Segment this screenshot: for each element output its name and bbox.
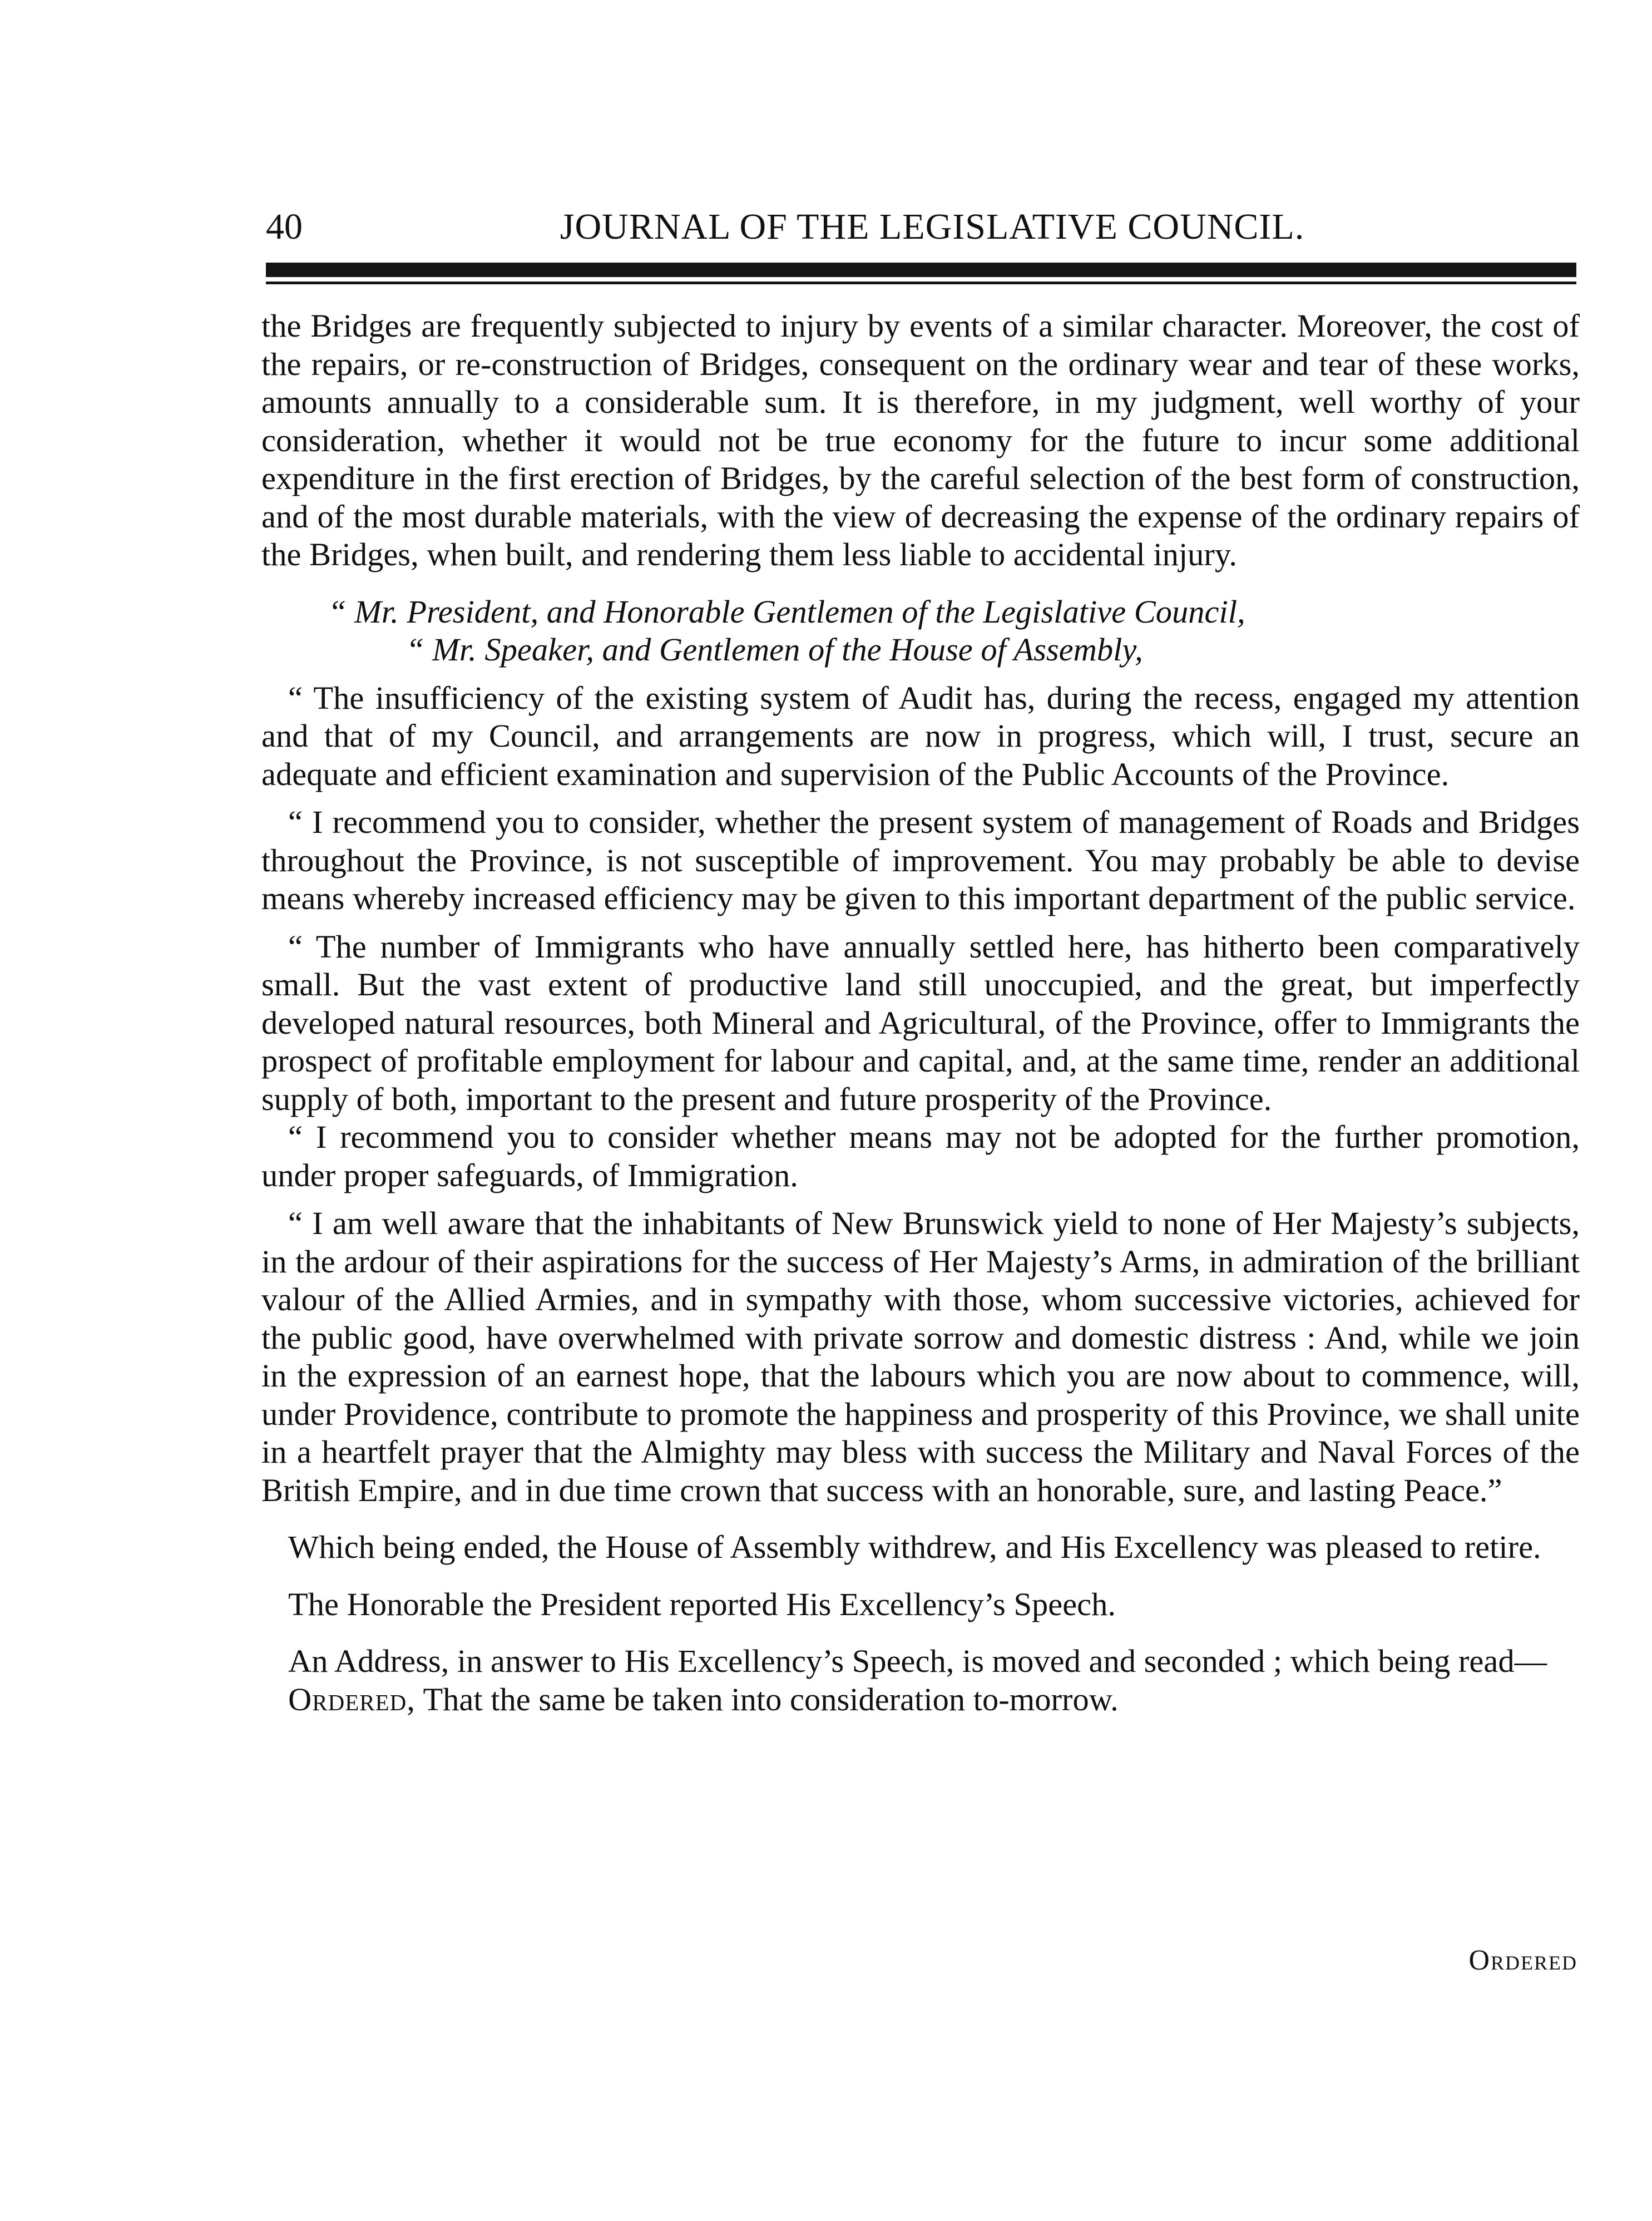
- ordered-label: Ordered,: [288, 1681, 416, 1717]
- salutation-legislative-council: “ Mr. President, and Honorable Gentlemen of the Legislative Council,: [328, 593, 1245, 630]
- paragraph-audit: “ The insufficiency of the existing system of Audit has, during the recess, engaged my attention and that of my Council, and arrangements are now in progress, which will, I trust, secure an adequate and efficient examination and supervision of the Public Accounts of the Province.: [261, 679, 1580, 792]
- paragraph-roads-bridges: “ I recommend you to consider, whether the present system of management of Roads and Bridges throughout the Province, is not susceptible of improvement. You may probably be able to devise means whereby increased efficiency may be given to this important department of the public service.: [261, 804, 1580, 916]
- page-body: [261, 307, 1580, 1719]
- paragraph-withdrew: Which being ended, the House of Assembly withdrew, and His Excellency was pleased to retire.: [288, 1529, 1541, 1565]
- paragraph-bridges: the Bridges are frequently subjected to injury by events of a similar character. Moreover, the cost of the repairs, or re-construction of Bridges, consequent on the ordinary wear and tear of these works, amounts annually to a considerable sum. It is therefore, in my judgment, well worthy of your consideration, whether it would not be true economy for the future to incur some additional expenditure in the first erection of Bridges, by the careful selection of the best form of construction, and of the most durable materials, with the view of decreasing the expense of the ordinary repairs of the Bridges, when built, and rendering them less liable to accidental injury.: [261, 308, 1580, 572]
- paragraph-ordered: [261, 1681, 1580, 1719]
- page-header: [266, 200, 1576, 254]
- paragraph-immigration: “ I recommend you to consider whether means may not be adopted for the further promotion, under proper safeguards, of Immigration.: [261, 1119, 1580, 1193]
- page-number: 40: [266, 206, 303, 247]
- ordered-text: That the same be taken into consideration to-morrow.: [423, 1681, 1119, 1717]
- header-rule-fine: [266, 282, 1576, 284]
- paragraph-war: “ I am well aware that the inhabitants of New Brunswick yield to none of Her Majesty’s subjects, in the ardour of their aspirations for the success of Her Majesty’s Arms, in admiration of the brilliant valour of the Allied Armies, and in sympathy with those, whom successive victories, achieved for the public good, have overwhelmed with private sorrow and domestic distress : And, while we join in the expression of an earnest hope, that the labours which you are now about to commence, will, under Providence, contribute to promote the happiness and prosperity of this Province, we shall unite in a heartfelt prayer that the Almighty may bless with success the Military and Naval Forces of the British Empire, and in due time crown that success with an honorable, sure, and lasting Peace.”: [261, 1205, 1580, 1508]
- catchword: Ordered: [1468, 1944, 1577, 1976]
- salutation-house-of-assembly: “ Mr. Speaker, and Gentlemen of the House of Assembly,: [406, 631, 1143, 668]
- header-rule: [266, 263, 1576, 277]
- paragraph-speech-reported: The Honorable the President reported His Excellency’s Speech.: [288, 1586, 1116, 1622]
- paragraph-address: An Address, in answer to His Excellency’s Speech, is moved and seconded ; which being read—: [288, 1643, 1547, 1679]
- paragraph-immigrants: “ The number of Immigrants who have annually settled here, has hitherto been comparatively small. But the vast extent of productive land still unoccupied, and the great, but imperfectly developed natural resources, both Mineral and Agricultural, of the Province, offer to Immigrants the prospect of profitable employment for labour and capital, and, at the same time, render an additional supply of both, important to the present and future prosperity of the Province.: [261, 928, 1580, 1117]
- running-head: JOURNAL OF THE LEGISLATIVE COUNCIL.: [560, 206, 1305, 247]
